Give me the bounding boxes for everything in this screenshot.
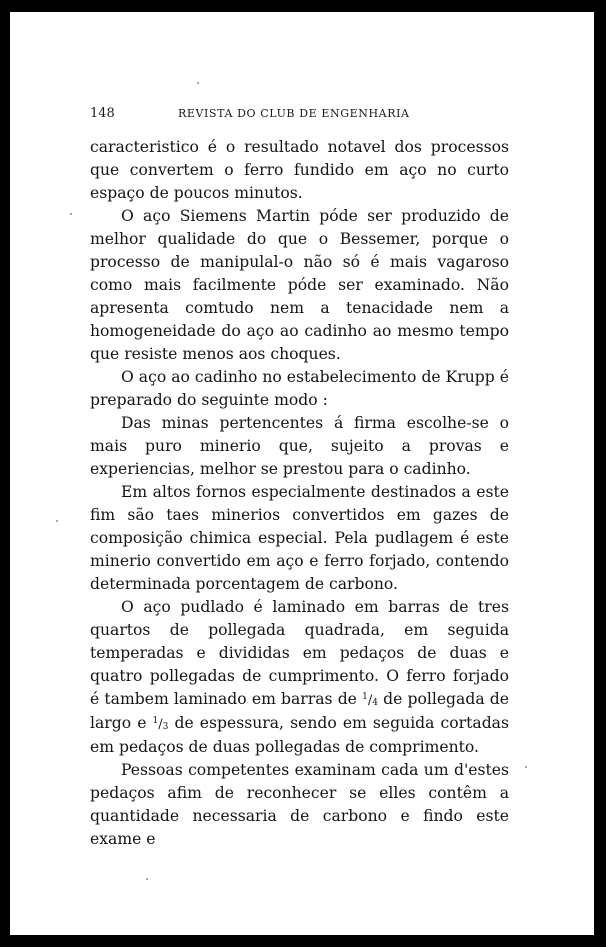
paragraph-text: de espessura, sendo em seguida cortadas em pedaços de duas pollegadas de comprimento. [90,714,509,756]
paper-speck [197,82,199,84]
page-number: 148 [90,106,115,121]
paper-speck [525,766,527,768]
fraction-numerator: 1 [362,692,368,703]
paragraph: Das minas pertencentes á firma escolhe-se o mais puro minerio que, sujeito a provas e experiencias, melhor se prestou para o cadinho. [90,414,509,478]
paragraph: O aço ao cadinho no estabelecimento de Krupp é preparado do seguinte modo : [90,368,509,409]
fraction-third: $^1/_3$ [152,716,169,732]
paper-speck [70,213,72,215]
paragraph-text: O aço pudlado é laminado em barras de tres quartos de pollegada quadrada, em seguida temperadas e divididas em pedaços de duas e quatro pollegadas de cumprimento. O ferro forjado é tambem laminado em barras de [90,598,509,708]
paper-speck [56,520,58,522]
paragraph: Pessoas competentes examinam cada um d'estes pedaços afim de reconhecer se elles contêm a quantidade necessaria de carbono e findo este exame e [90,761,509,848]
running-title: REVISTA DO CLUB DE ENGENHARIA [178,107,410,120]
paragraph: Em altos fornos especialmente destinados a este fim são taes minerios convertidos em gazes de composição chimica especial. Pela pudlagem é este minerio convertido em aço e ferro forjado, contendo determinada porcentagem de carbono. [90,483,509,593]
body-text [90,136,509,851]
fraction-numerator: 1 [152,716,159,727]
fraction-denominator: 4 [372,697,378,708]
paragraph: O aço Siemens Martin póde ser produzido de melhor qualidade do que o Bessemer, porque o processo de manipulal-o não só é mais vagaroso como mais facilmente póde ser examinado. Não apresenta comtudo nem a tenacidade nem a homogeneidade do aço ao cadinho ao mesmo tempo que resiste menos aos choques. [90,207,509,363]
fraction-quarter: $^1/_4$ [362,692,378,708]
paragraph [90,596,509,759]
paper-speck [146,878,148,880]
paragraph-text: de pollegada de largo e [90,690,509,732]
fraction-denominator: 3 [162,721,169,732]
paragraph: caracteristico é o resultado notavel dos processos que convertem o ferro fundido em aço no curto espaço de poucos minutos. [90,138,509,202]
